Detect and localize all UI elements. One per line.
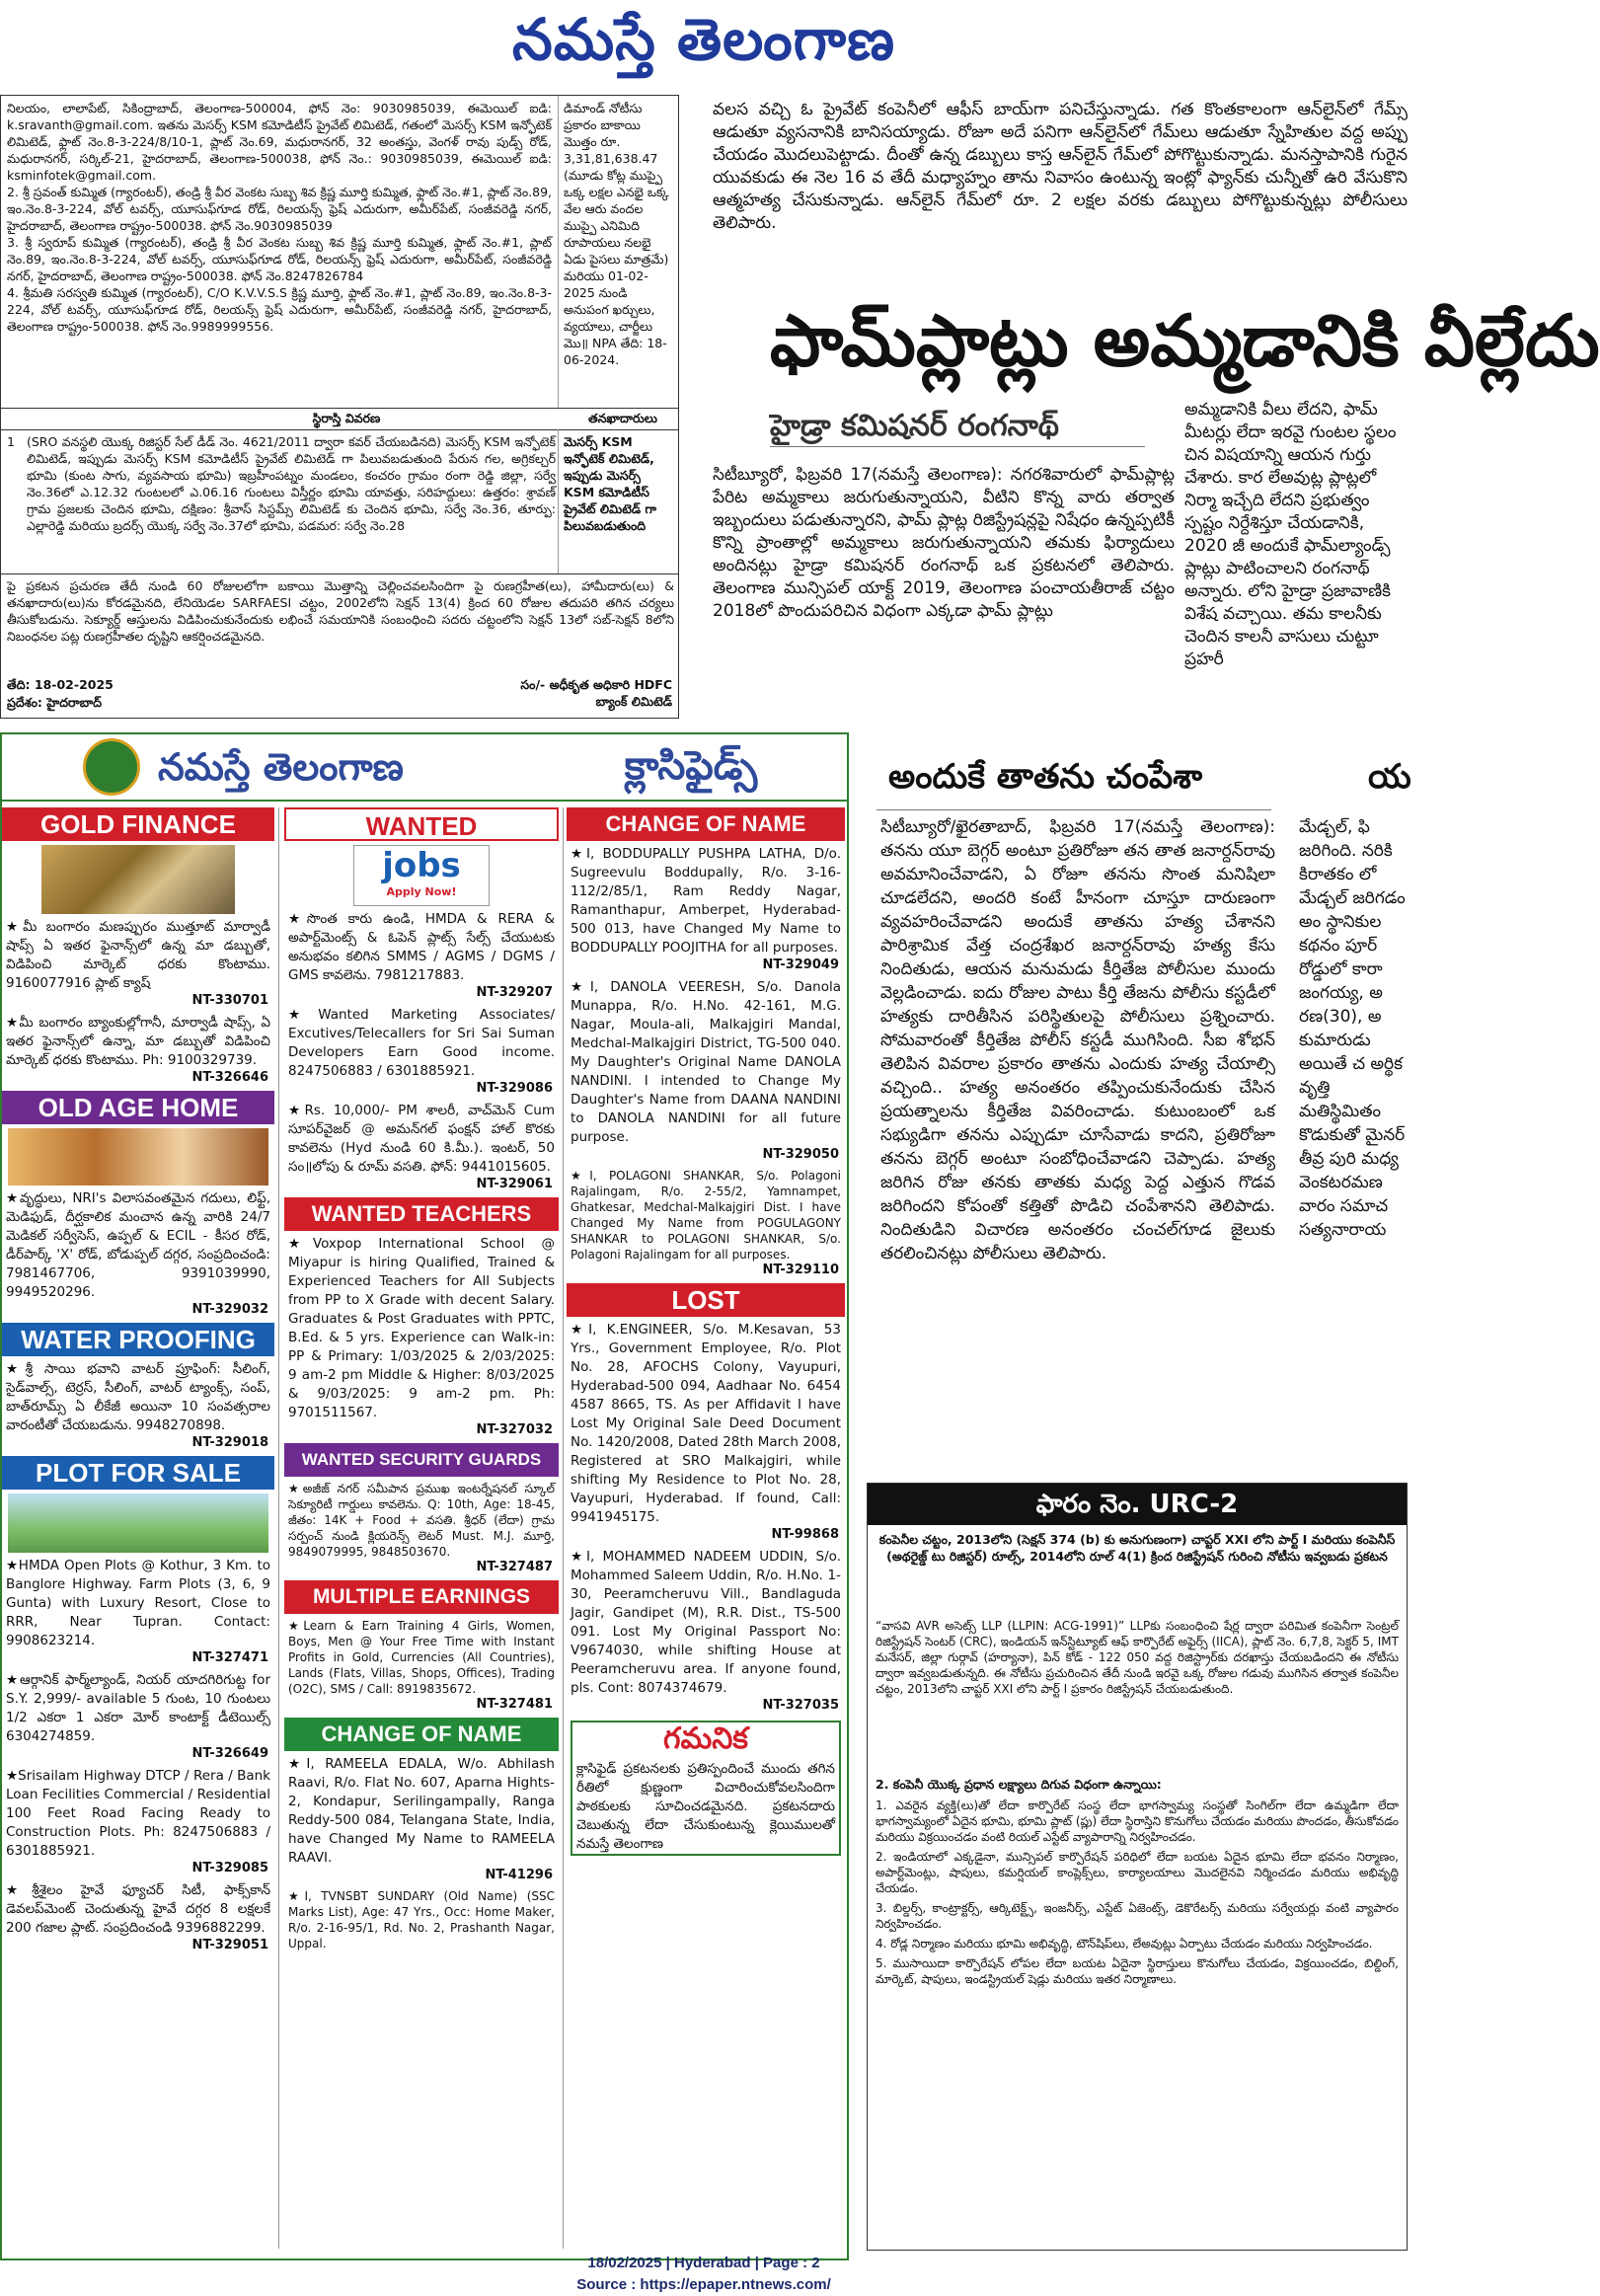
category-plot-for-sale: PLOT FOR SALE: [2, 1456, 274, 1490]
category-change-of-name: CHANGE OF NAME: [284, 1718, 559, 1751]
classifieds-col-divider-1: [278, 807, 279, 2249]
classified-ad: ★శ్రీశైలం హైవే ఫ్యూచర్ సిటీ, ఫాక్స్‌కాన్ డెవలప్‌మెంట్ చెందుతున్న హైవే దగ్గర 8 లక్షలకే 200 గజాల ప్లాట్. సంప్రదించండి 9396882299.: [6, 1882, 270, 1936]
classified-ad: ★I, K.ENGINEER, S/o. M.Kesavan, 53 Yrs., Government Employee, R/o. Plot No. 28, AFOCHS Colony, Vayupuri, Hyderabad-500 094, Aadhaar No. 6454 4587 8665, TS. As per Affidavit I have Lost My Original Sale Deed Document No. 1420/2008, Dated 28th March 2008, Registered at SRO Malkajgiri, while shifting My Residence to Plot No. 28, Vayupuri, Hyderabad. If found, Call: 9941945175.: [571, 1322, 841, 1525]
owner-text: మెసర్స్ KSM ఇన్ఫోటెక్ లిమిటెడ్, ఇప్పుడు మెసర్స్ KSM కమోడిటీస్ ప్రైవేట్ లిమిటెడ్ గా పిలువబడుతుంది: [564, 434, 656, 533]
urc2-point-4: 4. రోడ్ల నిర్మాణం మరియు భూమి అభివృద్ధి, టౌన్‌షిప్‌లు, లేఅవుట్లు ఏర్పాటు చేయడం మరియు నిర్వహించడం.: [876, 1937, 1373, 1951]
urc2-point-5: 5. ముసాయిదా కార్పొరేషన్ లోపల లేదా బయట ఏదైనా స్థిరాస్తులు కొనుగోలు చేయడం, విక్రయించడం, బిల్డింగ్, మార్కెట్, షాపులు, ఇండస్ట్రియల్ షెడ్లు మరియు ఇతర నిర్మాణాలు.: [876, 1956, 1399, 1986]
disclaimer-text: క్లాసిఫైడ్ ప్రకటనలకు ప్రతిస్పందించే ముందు తగిన రీతిలో క్షుణ్ణంగా విచారించుకోవలసిందిగా పాఠకులకు సూచించడమైనది. ప్రకటనదారు చెబుతున్న లేదా చేసుకుంటున్న క్లెయిములతో నమస్తే తెలంగాణ: [576, 1761, 835, 1852]
urc2-point-2: 2. ఇండియాలో ఎక్కడైనా, మున్సిపల్ కార్పొరేషన్ పరిధిలో లేదా బయట ఏదైన భూమి లేదా భవనం నిర్మాణం, అపార్ట్‌మెంట్లు, షాపులు, కమర్షియల్ కాంప్లెక్స్‌లు, కార్యాలయాలు మొదలైనవి నిర్మించడం మరియు అభివృద్ధి చేయడం.: [876, 1850, 1399, 1895]
classified-ad: ★Srisailam Highway DTCP / Rera / Bank Loan Fecilities Commercial / Residential 100 Feet Road Facing Ready to Construction Plots. Ph: 8247506883 / 6301885921.: [6, 1768, 270, 1859]
footer-date-line: 18/02/2025 | Hyderabad | Page : 2: [587, 2255, 820, 2271]
urc2-title: ఫారం నెం. URC-2: [1035, 1490, 1239, 1519]
classifieds-column-1: [2, 807, 274, 2249]
notice-borrower-1: నిలయం, లాలాపేట్, సికింద్రాబాద్, తెలంగాణ-500004, ఫోన్ నెం: 9030985039, ఈమెయిల్ ఐడి: k.sravanth@gmail.com. ఇతను మెసర్స్ KSM కమోడిటీస్ ప్రైవేట్ లిమిటెడ్, గతంలో మెసర్స్ KSM ఇన్ఫోటెక్ లిమిటెడ్, ఫ్లాట్ నెం.8-3-224/8/10-1, ప్లాట్ నెం.69, మధురానగర్, 32 అంతస్తు, వెంగళ్ రావు పుడ్స్ రోడ్, మధురానగర్, సర్కిల్-21, హైదరాబాద్, తెలంగాణ-500038, ఫోన్ నెం.: 9030985039, ఈమెయిల్ ఐడి: ksminfotek@gmail.com.: [7, 101, 552, 183]
classified-ad: ★I, TVNSBT SUNDARY (Old Name) (SSC Marks List), Age: 47 Yrs., Occ: Home Maker, R/o. 2-16-95/1, Rd. No. 2, Prashanth Nagar, Uppal.: [288, 1889, 555, 1951]
category-change-of-name: CHANGE OF NAME: [567, 807, 845, 841]
ad-code: NT-329051: [191, 1938, 268, 1952]
notice-borrower-4: 4. శ్రీమతి సరస్వతి కుమ్మిత (గ్యారంటర్), C/O K.V.V.S.S క్రిష్ణ మూర్తి, ఫ్లాట్ నెం.#1, ప్లాట్ నెం.89, ఇం.నెం.8-3-224, వోల్ టవర్స్, యూసుఫ్‌గూడ రోడ్, రిలయన్స్ ఫ్రెష్ ఎదురుగా, అమీర్‌పేట్, సంజీవరెడ్డి నగర్, హైదరాబాద్, తెలంగాణ రాష్ట్రం-500038. ఫోన్ నెం.9989999556.: [7, 285, 552, 334]
jobs-logo-text: jobs: [382, 846, 461, 885]
notice-demand-amount: డిమాండ్ నోటీసు ప్రకారం బాకాయి మొత్తం రూ. 3,31,81,638.47 (మూడు కోట్ల ముప్పై ఒక్క లక్షల ఎనభై ఒక్క వేల ఆరు వందల ముప్పై ఎనిమిది రూపాయలు నలభై ఏడు పైసలు మాత్రమే) మరియు 01-02-2025 నుండి అనుపంగ ఖర్చులు, వ్యయాలు, చార్జీలు మొ॥ NPA తేది: 18-06-2024.: [564, 101, 669, 367]
ad-code: NT-329110: [762, 1263, 839, 1277]
story-grandfather-rule: [876, 809, 1271, 810]
owner-heading: తనఖాదారులు: [588, 411, 657, 425]
category-multiple-earnings: MULTIPLE EARNINGS: [284, 1580, 559, 1614]
ad-code: NT-41296: [485, 1868, 553, 1882]
category-wanted-security-guards: WANTED SECURITY GUARDS: [284, 1443, 559, 1477]
story-farm-plots-body-right: అమ్మడానికి వీలు లేదని, ఫామ్ మీటర్లు లేదా ఇరవై గుంటల స్థలం చిన విషయాన్ని ఆయన గుర్తు చేశారు. కార లేఅవుట్ల ప్లాట్లలో నిర్మా ఇచ్చేది లేదని ప్రభుత్వం స్పష్టం నిర్దేశిస్తూ చేయడానికి, 2020 జీ అందుకే ఫామ్‌ల్యాండ్స్ ప్లాట్లు పాటించాలని రంగనాథ్ అన్నారు. లోని హైడ్రా ప్రజావాణికి విశేష వచ్చాయి. తమ కాలనీకు చెందిన కాలనీ వాసులు చుట్టూ ప్రహరీ: [1184, 400, 1397, 669]
notice-borrower-2: 2. శ్రీ స్రవంత్ కుమ్మిత (గ్యారంటర్), తండ్రి శ్రీ వీర వెంకట సుబ్బ శివ క్రిష్ణ మూర్తి కుమ్మిత, ఫ్లాట్ నెం.#1, ప్లాట్ నెం.89, ఇం.నెం.8-3-224, వోల్ టవర్స్, యూసుఫ్‌గూడ రోడ్, రిలయన్స్ ఫ్రెష్ ఎదురుగా, అమీర్‌పేట్, సంజీవరెడ్డి నగర్, హైదరాబాద్, తెలంగాణ రాష్ట్రం-500038. ఫోన్ నెం.9030985039: [7, 185, 553, 233]
urc2-body: “వాసవి AVR అసెట్స్ LLP (LLPIN: ACG-1991)” LLPకు సంబంధించి షేర్ల ద్వారా పరిమిత కంపెనీగా సెంట్రల్ రిజిస్ట్రేషన్ సెంటర్ (CRC), ఇండియన్ ఇన్‌స్టిట్యూట్ ఆఫ్ కార్పొరేట్ అఫైర్స్ (IICA), ప్లాట్ నెం. 6,7,8, సెక్టర్ 5, IMT మనేసర్, జిల్లా గుర్గావ్ (హర్యానా), పిన్ కోడ్ - 122 050 వద్ద రిజిస్ట్రార్‌కు దరఖాస్తు చేయబడిందని ఈ నోటీసు ద్వారా ఇవ్వబడుతున్నది. ఈ నోటీసు ప్రచురించిన తేదీ నుండి ఇరవై ఒక్క రోజుల గడువు ముగిసిన తర్వాత కంపెనీల చట్టం, 2013లోని చాప్టర్ XXI లోని పార్ట్ I ప్రకారం రిజిస్ట్రేషన్ చేయబడుతుంది.: [876, 1619, 1399, 1696]
story-medchal-body: మేడ్చల్, ఫి జరిగింది. నరికి కిరాతకం లో మేడ్చల్ జరిగడం అం స్థానికుల కథనం పూర్ రోడ్డులో కారా జంగయ్య, అ రణ(30), అ కుమారుడు అయితే చ అర్థిక వృత్తి మతిస్థిమితం కొడుకుతో మైనర్ తీవ్ర పురి మధ్య వెంకటరమణ వారం సమాచ సత్యనారాయ: [1299, 817, 1406, 1240]
story-farm-plots-subhead: హైడ్రా కమిషనర్ రంగనాథ్: [770, 407, 1145, 447]
ad-code: NT-329061: [476, 1177, 553, 1191]
sarfaesi-notice: [0, 95, 679, 719]
urc2-points-title: 2. కంపెనీ యొక్క ప్రధాన లక్ష్యాలు దిగువ విధంగా ఉన్నాయి:: [876, 1777, 1162, 1792]
classified-ad: ★Voxpop International School @ Miyapur is hiring Qualified, Trained & Experienced Teachers for All Subjects from PP to X Grade with decent Salary. Graduates & Post Graduates with PPTC, B.Ed. & 5 yrs. Experience can Walk-in: PP & Primary: 1/03/2025 & 2/03/2025: 9 am-2 pm Middle & Higher: 8/03/2025 & 9/03/2025: 9 am-2 pm. Ph: 9701511567.: [288, 1236, 555, 1420]
notice-signature: సం/- అధీకృత అధికారి HDFC బ్యాంక్ లిమిటెడ్: [520, 677, 672, 709]
story-farm-plots-headline: ఫామ్‌ప్లాట్లు అమ్మడానికి వీల్లేదు: [770, 299, 1600, 382]
classified-ad: ★సొంత కారు ఉండి, HMDA & RERA & అపార్ట్‌మెంట్స్ & ఓపెన్ ప్లాట్స్ సేల్స్ చేయుటకు అనుభవం కలిగిన SMMS / AGMS / DGMS / GMS కావలెను. 7981217883.: [288, 911, 555, 983]
ad-code: NT-99868: [771, 1527, 839, 1542]
ad-code: NT-329086: [476, 1081, 553, 1096]
classified-ad: ★శ్రీ సాయి భవాని వాటర్ ప్రూఫింగ్: సీలింగ్, సైడ్‌వాల్స్, టెర్రస్, సీలింగ్, వాటర్ ట్యాంక్స్, సంప్, బాత్‌రూమ్స్ ఏ లీకేజీ అయినా 10 సంవత్సరాల వారంటీతో చేయబడును. 9948270898.: [6, 1361, 270, 1433]
ad-code: NT-329050: [762, 1147, 839, 1162]
notice-divider-2: [558, 429, 559, 574]
ad-code: NT-327487: [476, 1560, 553, 1574]
ad-code: NT-326649: [191, 1746, 268, 1761]
classifieds-logo-icon: [83, 738, 140, 796]
urc2-subtitle: కంపెనీల చట్టం, 2013లోని (సెక్షన్ 374 (b) కు అనుగుణంగా) చాప్టర్ XXI లోని పార్ట్ I మరియు కంపెనీస్ (అథరైజ్డ్ టు రిజిస్టర్) రూల్స్, 2014లోని రూల్ 4(1) క్రింద రిజిస్ట్రేషన్ గురించి నోటీసు ఇవ్వబడు ప్రకటన: [878, 1532, 1396, 1564]
category-gold-finance: GOLD FINANCE: [2, 807, 274, 841]
classified-ad: ★Wanted Marketing Associates/ Excutives/Telecallers for Sri Sai Suman Developers Earn Good income. 8247506883 / 6301885921.: [288, 1007, 555, 1079]
notice-borrowers: [7, 100, 552, 406]
old-age-home-photo: [8, 1128, 268, 1186]
urc2-points: [876, 1798, 1399, 2246]
notice-box: [571, 1721, 841, 1856]
schedule-text: (SRO వనస్థలి యొక్క రిజిస్టర్ సేల్ డీడ్ నెం. 4621/2011 ద్వారా కవర్ చేయబడినది) మెసర్స్ KSM ఇన్ఫోటెక్ లిమిటెడ్, ఇప్పుడు మెసర్స్ KSM కమోడిటీస్ ప్రైవేట్ లిమిటెడ్ గా పిలువబడుతుంది పేరున గల, అగ్రికల్చర్ భూమి (కుంట సాగు, వ్యవసాయ భూమి) ఇబ్రహీంపట్నం మండలం, కంచరం గ్రామం రంగా రెడ్డి జిల్లా, సర్వే నెం.36లో ఎ.12.32 గుంటలలో ఎ.06.16 గుంటలు విస్తీర్ణం భూమి యావత్తు, సరిహద్దులు: ఉత్తరం: శ్రావణ్ గ్రామ ప్రజలకు చెందిన భూమి, దక్షిణం: శ్రీవాస్ సిస్టమ్స్ లిమిటెడ్ కు చెందిన భూమి, సర్వే నెం.36, తూర్పు: ఎల్లారెడ్డి మరియు బ్రదర్స్ యొక్క సర్వే నెం.37లో భూమి, పడమర: సర్వే నెం.28: [27, 434, 556, 533]
ad-code: NT-329207: [476, 985, 553, 1000]
gold-finance-photo: [41, 845, 235, 914]
ad-code: NT-326646: [191, 1070, 268, 1085]
urc2-point-1: 1. ఎవరైన వ్యక్తి(లు)తో లేదా కార్పొరేట్ సంస్థ లేదా భాగస్వామ్య సంస్థతో సింగిల్‌గా లేదా ఉమ్మడిగా లేదా భాగస్వామ్యంలో ఏదైన భూమి, భూమి ప్లాట్ (ప్లు) లేదా స్థిరాస్తిని కొనుగోలు చేయడం మరియు పొందడం, తీసుకోవడం మరియు విక్రయించడం వంటి రియల్ ఎస్టేట్ వ్యాపారాన్ని నిర్వహించడం.: [876, 1799, 1399, 1844]
urc2-point-3: 3. బిల్డర్స్, కాంట్రాక్టర్స్, ఆర్కిటెక్ట్స్, ఇంజనీర్స్, ఎస్టేట్ ఏజెంట్స్, డెకొరేటర్స్ మరియు సర్వేయర్లు వంటి వ్యాపారం నిర్వహించడం.: [876, 1901, 1399, 1931]
classified-ad: ★వృద్ధులు, NRI's విలాసవంతమైన గదులు, లిఫ్ట్, మెడిఫుడ్, దీర్ఘకాలిక మంచాన ఉన్న వారికి 24/7 మెడికల్ సర్వీసెస్, ఉప్పల్ & ECIL - కీసర రోడ్, డీర్‌పార్క్ 'X' రోడ్, బోడుప్పల్ దగ్గర, సంప్రదించండి: 7981467706, 9391039990, 9949520296.: [6, 1190, 270, 1300]
plot-for-sale-photo: [8, 1493, 268, 1553]
ad-code: NT-327032: [476, 1422, 553, 1437]
classified-ad: ★I, BODDUPALLY PUSHPA LATHA, D/o. Sugreevulu Boddupally, R/o. 3-16-112/2/85/1, Ram Reddy Nagar, Ramanthapur, Amberpet, Hyderabad-500 013, have Changed My Name to BODDUPALLY POOJITHA for all purposes.: [571, 846, 841, 956]
classified-ad: ★మీ బంగారం బ్యాంకుల్లోగానీ, మార్వాడీ షాప్స్, ఏ ఇతర ఫైనాన్స్‌లో ఉన్నా, మా డబ్బుతో విడిపించి మార్కెట్ ధరకు కొంటాము. Ph: 9100329739.: [6, 1015, 270, 1068]
classifieds-column-3: [567, 807, 845, 2249]
classifieds-col-divider-2: [563, 807, 564, 2249]
ad-code: NT-327035: [762, 1698, 839, 1713]
category-wanted: WANTED: [284, 807, 559, 841]
notice-footer-text: పై ప్రకటన ప్రచురణ తేదీ నుండి 60 రోజులలోగా బకాయి మొత్తాన్ని చెల్లించవలసిందిగా పై రుణగ్రహీత(లు), హామీదారు(లు) & తనఖాదారు(లు)ను కోరడమైనది, లేనియెడల SARFAESI చట్టం, 2002లోని సెక్షన్ 13(4) క్రింద 60 రోజుల తదుపరి తగిన చర్యలు తీసుకోబడును. సెక్యూర్డ్ ఆస్తులను విడిపించుకునేందుకు లభించే సమయానికి సంబంధించి సదరు చట్టంలోని సెక్షన్ 13లో సబ్-సెక్షన్ 8లోని నిబంధనల పట్ల రుణగ్రహీతల దృష్టిని ఆకర్షించడమైనది.: [7, 578, 674, 644]
classifieds-header: [0, 732, 849, 802]
notice-place: ప్రదేశం: హైదరాబాద్: [7, 695, 102, 710]
page-footer: [0, 2253, 1408, 2296]
ad-code: NT-330701: [191, 993, 268, 1008]
urc2-notice: [867, 1483, 1408, 2251]
jobs-logo: [353, 845, 490, 906]
classified-ad: ★Rs. 10,000/- PM శాలరీ, వాచ్‌మెన్ Cum సూపర్‌వైజర్ @ అమన్‌గల్ ఫంక్షన్ హాల్ కొరకు కావలెను (Hyd నుండి 60 కి.మీ.). ఇంటర్, 50 సం॥లోపు & రూమ్ వసతి. ఫోన్: 9441015605.: [288, 1103, 555, 1175]
notice-divider: [558, 96, 559, 408]
notice-rule: [1, 408, 678, 409]
category-wanted-teachers: WANTED TEACHERS: [284, 1197, 559, 1231]
notice-date: తేది: 18-02-2025: [7, 677, 114, 692]
classified-ad: ★Learn & Earn Training 4 Girls, Women, Boys, Men @ Your Free Time with Instant Profits in Gold, Currencies (All Countries), Lands (Flats, Villas, Shops, Offices), Trading (O2C), SMS / Call: 8919835672.: [288, 1619, 555, 1696]
schedule-number: 1: [7, 434, 15, 449]
story-online-game: వలస వచ్చి ఓ ప్రైవేట్ కంపెనీలో ఆఫీస్ బాయ్‌గా పనిచేస్తున్నాడు. గత కొంతకాలంగా ఆన్‌లైన్‌లో గేమ్స్ ఆడుతూ వ్యసనానికి బానిసయ్యాడు. రోజూ అదే పనిగా ఆన్‌లైన్‌లో గేమ్‌లు ఆడుతూ స్నేహితుల వద్ద అప్పు చేయడం మొదలుపెట్టాడు. దీంతో ఉన్న డబ్బులు కాస్త ఆన్‌లైన్ గేమ్‌లో పోగొట్టుకున్నాడు. మనస్తాపానికి గురైన యువకుడు ఈ నెల 16 వ తేదీ మధ్యాహ్నం తాను నివాసం ఉంటున్న ఇంట్లో ఫ్యాన్‌కు చున్నీతో ఉరి వేసుకొని ఆత్మహత్య చేసుకున్నాడు. ఆన్‌లైన్ గేమ్‌లో రూ. 2 లక్షల వరకు డబ్బులు పోగొట్టుకున్నట్లు పోలీసులు తెలిపారు.: [713, 100, 1408, 233]
story-farm-plots-body: సిటీబ్యూరో, ఫిబ్రవరి 17(నమస్తే తెలంగాణ): నగరశివారులో ఫామ్‌ప్లాట్ల పేరిట అమ్మకాలు జరుగుతున్నాయని, వీటిని కొన్న వారు తర్వాత ఇబ్బందులు పడుతున్నారని, ఫామ్ ప్లాట్ల రిజిస్ట్రేషన్లపై నిషేధం ఉన్నప్పటికీ కొన్ని ప్రాంతాల్లో అమ్మకాలు జరుగుతున్నాయని తమకు ఫిర్యాదులు అందినట్లు హైడ్రా కమిషనర్ రంగనాథ్ ఒక ప్రకటనలో తెలిపారు. తెలంగాణ మున్సిపల్ యాక్ట్ 2019, తెలంగాణ పంచాయతీరాజ్ చట్టం 2018లో పొందుపరిచిన విధంగా ఎక్కడా ఫామ్ ప్లాట్లు: [713, 465, 1175, 621]
story-grandfather-body: సిటీబ్యూరో/ఖైరతాబాద్, ఫిబ్రవరి 17(నమస్తే తెలంగాణ): తనను యూ బెగ్గర్ అంటూ ప్రతిరోజూ తన తాత జనార్దన్‌రావు అవమానించేవాడని, ఏ రోజూ తనను సొంత మనిషిలా చూడలేదని, అందరి కంటే హీనంగా చూస్తూ దారుణంగా వ్యవహరించేవాడని అందుకే తాతను హత్య చేశానని పారిశ్రామిక వేత్త చంద్రశేఖర జనార్దన్‌రావు హత్య కేసు నిందితుడు, ఆయన మనుమడు కీర్తితేజ పోలీసుల ముందు వెల్లడించాడు. ఐదు రోజుల పాటు కీర్తి తేజను పోలీసు కస్టడీలో హత్యకు దారితీసిన పరిస్థితులపై పోలీసులు ప్రశ్నించారు. సోమవారంతో కీర్తితేజ పోలీస్ కస్టడీ ముగిసింది. సీఐ శోభన్ తెలిపిన వివరాల ప్రకారం తాతను ఎందుకు హత్య చేయాల్సి వచ్చింది.. హత్య అనంతరం తప్పించుకునేందుకు చేసిన ప్రయత్నాలను కీర్తితేజ వివరించాడు. కుటుంబంలో ఒక సభ్యుడిగా తనను ఎప్పుడూ చూసేవాడు కాదని, ప్రతిరోజూ తనను బెగ్గర్ అంటూ సంబోధించేవాడని చెప్పాడు. హత్య జరిగిన రోజు తనకు తాతకు మధ్య పెద్ద ఎత్తున గొడవ జరిగిందని కోపంతో కత్తితో పొడిచి చంపేశానని తెలిపాడు. నిందితుడిని విచారణ అనంతరం చంచల్‌గూడ జైలుకు తరలించినట్లు పోలీసులు తెలిపారు.: [880, 817, 1275, 1263]
classified-ad: ★అజీజ్ నగర్ సమీపాన ప్రముఖ ఇంటర్నేషనల్ స్కూల్ సెక్యూరిటీ గార్డులు కావలెను. Q: 10th, Age: 18-45, జీతం: 14K + Food + వసతి. శ్రీధర్ (లేదా) గ్రామ సర్పంచ్ నుండి క్లియరెన్స్ లెటర్ Must. M.J. మూర్తి, 9849079995, 9848503670.: [288, 1482, 555, 1559]
notice-rule-2: [1, 429, 678, 430]
ad-code: NT-329032: [191, 1302, 268, 1317]
category-water-proofing: WATER PROOFING: [2, 1323, 274, 1356]
masthead-logo: నమస్తే తెలంగాణ: [512, 6, 895, 73]
category-lost: LOST: [567, 1283, 845, 1317]
category-old-age-home: OLD AGE HOME: [2, 1091, 274, 1124]
classified-ad: ★ఆర్గానిక్ ఫార్మ్‌ల్యాండ్, నియర్ యాదగిరిగుట్ట for S.Y. 2,999/- available 5 గుంట, 10 గుంటలు 1/2 ఎకరా 1 ఎకరా మోర్ కాంటాక్ట్ డీటెయిల్స్ 6304274859.: [6, 1672, 270, 1744]
story-grandfather-headline: అందుకే తాతను చంపేశా: [888, 757, 1203, 797]
story-medchal-headline: య: [1368, 757, 1411, 797]
ad-code: NT-329018: [191, 1435, 268, 1450]
classified-ad: ★I, POLAGONI SHANKAR, S/o. Polagoni Rajalingam, R/o. 2-55/2, Yamnampet, Ghatkesar, Medchal-Malkajgiri Dist. I have Changed My Name from POGULAGONY SHANKAR to POLAGONI SHANKAR, S/o. Polagoni Rajalingam for all purposes.: [571, 1169, 841, 1262]
newspaper-masthead: [0, 0, 1408, 91]
schedule-heading: స్థిరాస్తి వివరణ: [312, 411, 381, 425]
classified-ad: ★I, MOHAMMED NADEEM UDDIN, S/o. Mohammed Saleem Uddin, R/o. H.No. 1-30, Peeramcheruvu Vill., Bandlaguda Jagir, Gandipet (M), R.R. Dist., TS-500 091. Lost My Original Passport No: V9674030, while shifting House at Peeramcheruvu area. If anyone found, pls. Cont: 8074374679.: [571, 1549, 841, 1696]
ad-code: NT-327471: [191, 1650, 268, 1665]
notice-borrower-3: 3. శ్రీ స్వరూప్ కుమ్మిత (గ్యారంటర్), తండ్రి శ్రీ వీర వెంకట సుబ్బ శివ క్రిష్ణ మూర్తి కుమ్మిత, ఫ్లాట్ నెం.#1, ప్లాట్ నెం.89, ఇం.నెం.8-3-224, వోల్ టవర్స్, యూసుఫ్‌గూడ రోడ్, రిలయన్స్ ఫ్రెష్ ఎదురుగా, అమీర్‌పేట్, సంజీవరెడ్డి నగర్, హైదరాబాద్, తెలంగాణ రాష్ట్రం-500038. ఫోన్ నెం.8247826784: [7, 235, 552, 283]
footer-source-link[interactable]: Source : https://epaper.ntnews.com/: [576, 2276, 831, 2293]
classified-ad: ★మీ బంగారం మణప్పురం ముత్తూట్ మార్వాడీ షాప్స్ ఏ ఇతర ఫైనాన్స్‌లో ఉన్న మా డబ్బుతో, విడిపించి మార్కెట్ ధరకు కొంటాము. 9160077916 ప్లాట్ క్యాష్: [6, 919, 270, 991]
ad-code: NT-329049: [762, 957, 839, 972]
classifieds-column-2: [284, 807, 559, 2249]
classified-ad: ★I, RAMEELA EDALA, W/o. Abhilash Raavi, R/o. Flat No. 607, Aparna Hights-2, Kondapur, Serilingampally, Ranga Reddy-500 084, Telangana State, India, have Changed My Name to RAMEELA RAAVI.: [288, 1756, 555, 1866]
jobs-logo-sub: Apply Now!: [386, 885, 457, 898]
ad-code: NT-329085: [191, 1861, 268, 1875]
classified-ad: ★I, DANOLA VEERESH, S/o. Danola Munappa, R/o. H.No. 42-161, M.G. Nagar, Moula-ali, Malkajgiri Mandal, Medchal-Malkajgiri District, TG-500 040. My Daughter's Original Name DANOLA NANDINI. I intended to Change My Daughter's Name from DAANA NANDINI to DANOLA NANDINI for all future purpose.: [571, 979, 841, 1145]
classifieds-title: క్లాసిఫైడ్స్: [624, 743, 758, 789]
category-notice: గమనిక: [572, 1722, 839, 1756]
classified-ad: ★HMDA Open Plots @ Kothur, 3 Km. to Banglore Highway. Farm Plots (3, 6, 9 Gunta) with Luxury Resort, Close to RRR, Near Tupran. Contact: 9908623214.: [6, 1558, 270, 1648]
classifieds-brand: నమస్తే తెలంగాణ: [158, 745, 404, 789]
ad-code: NT-327481: [476, 1697, 553, 1712]
